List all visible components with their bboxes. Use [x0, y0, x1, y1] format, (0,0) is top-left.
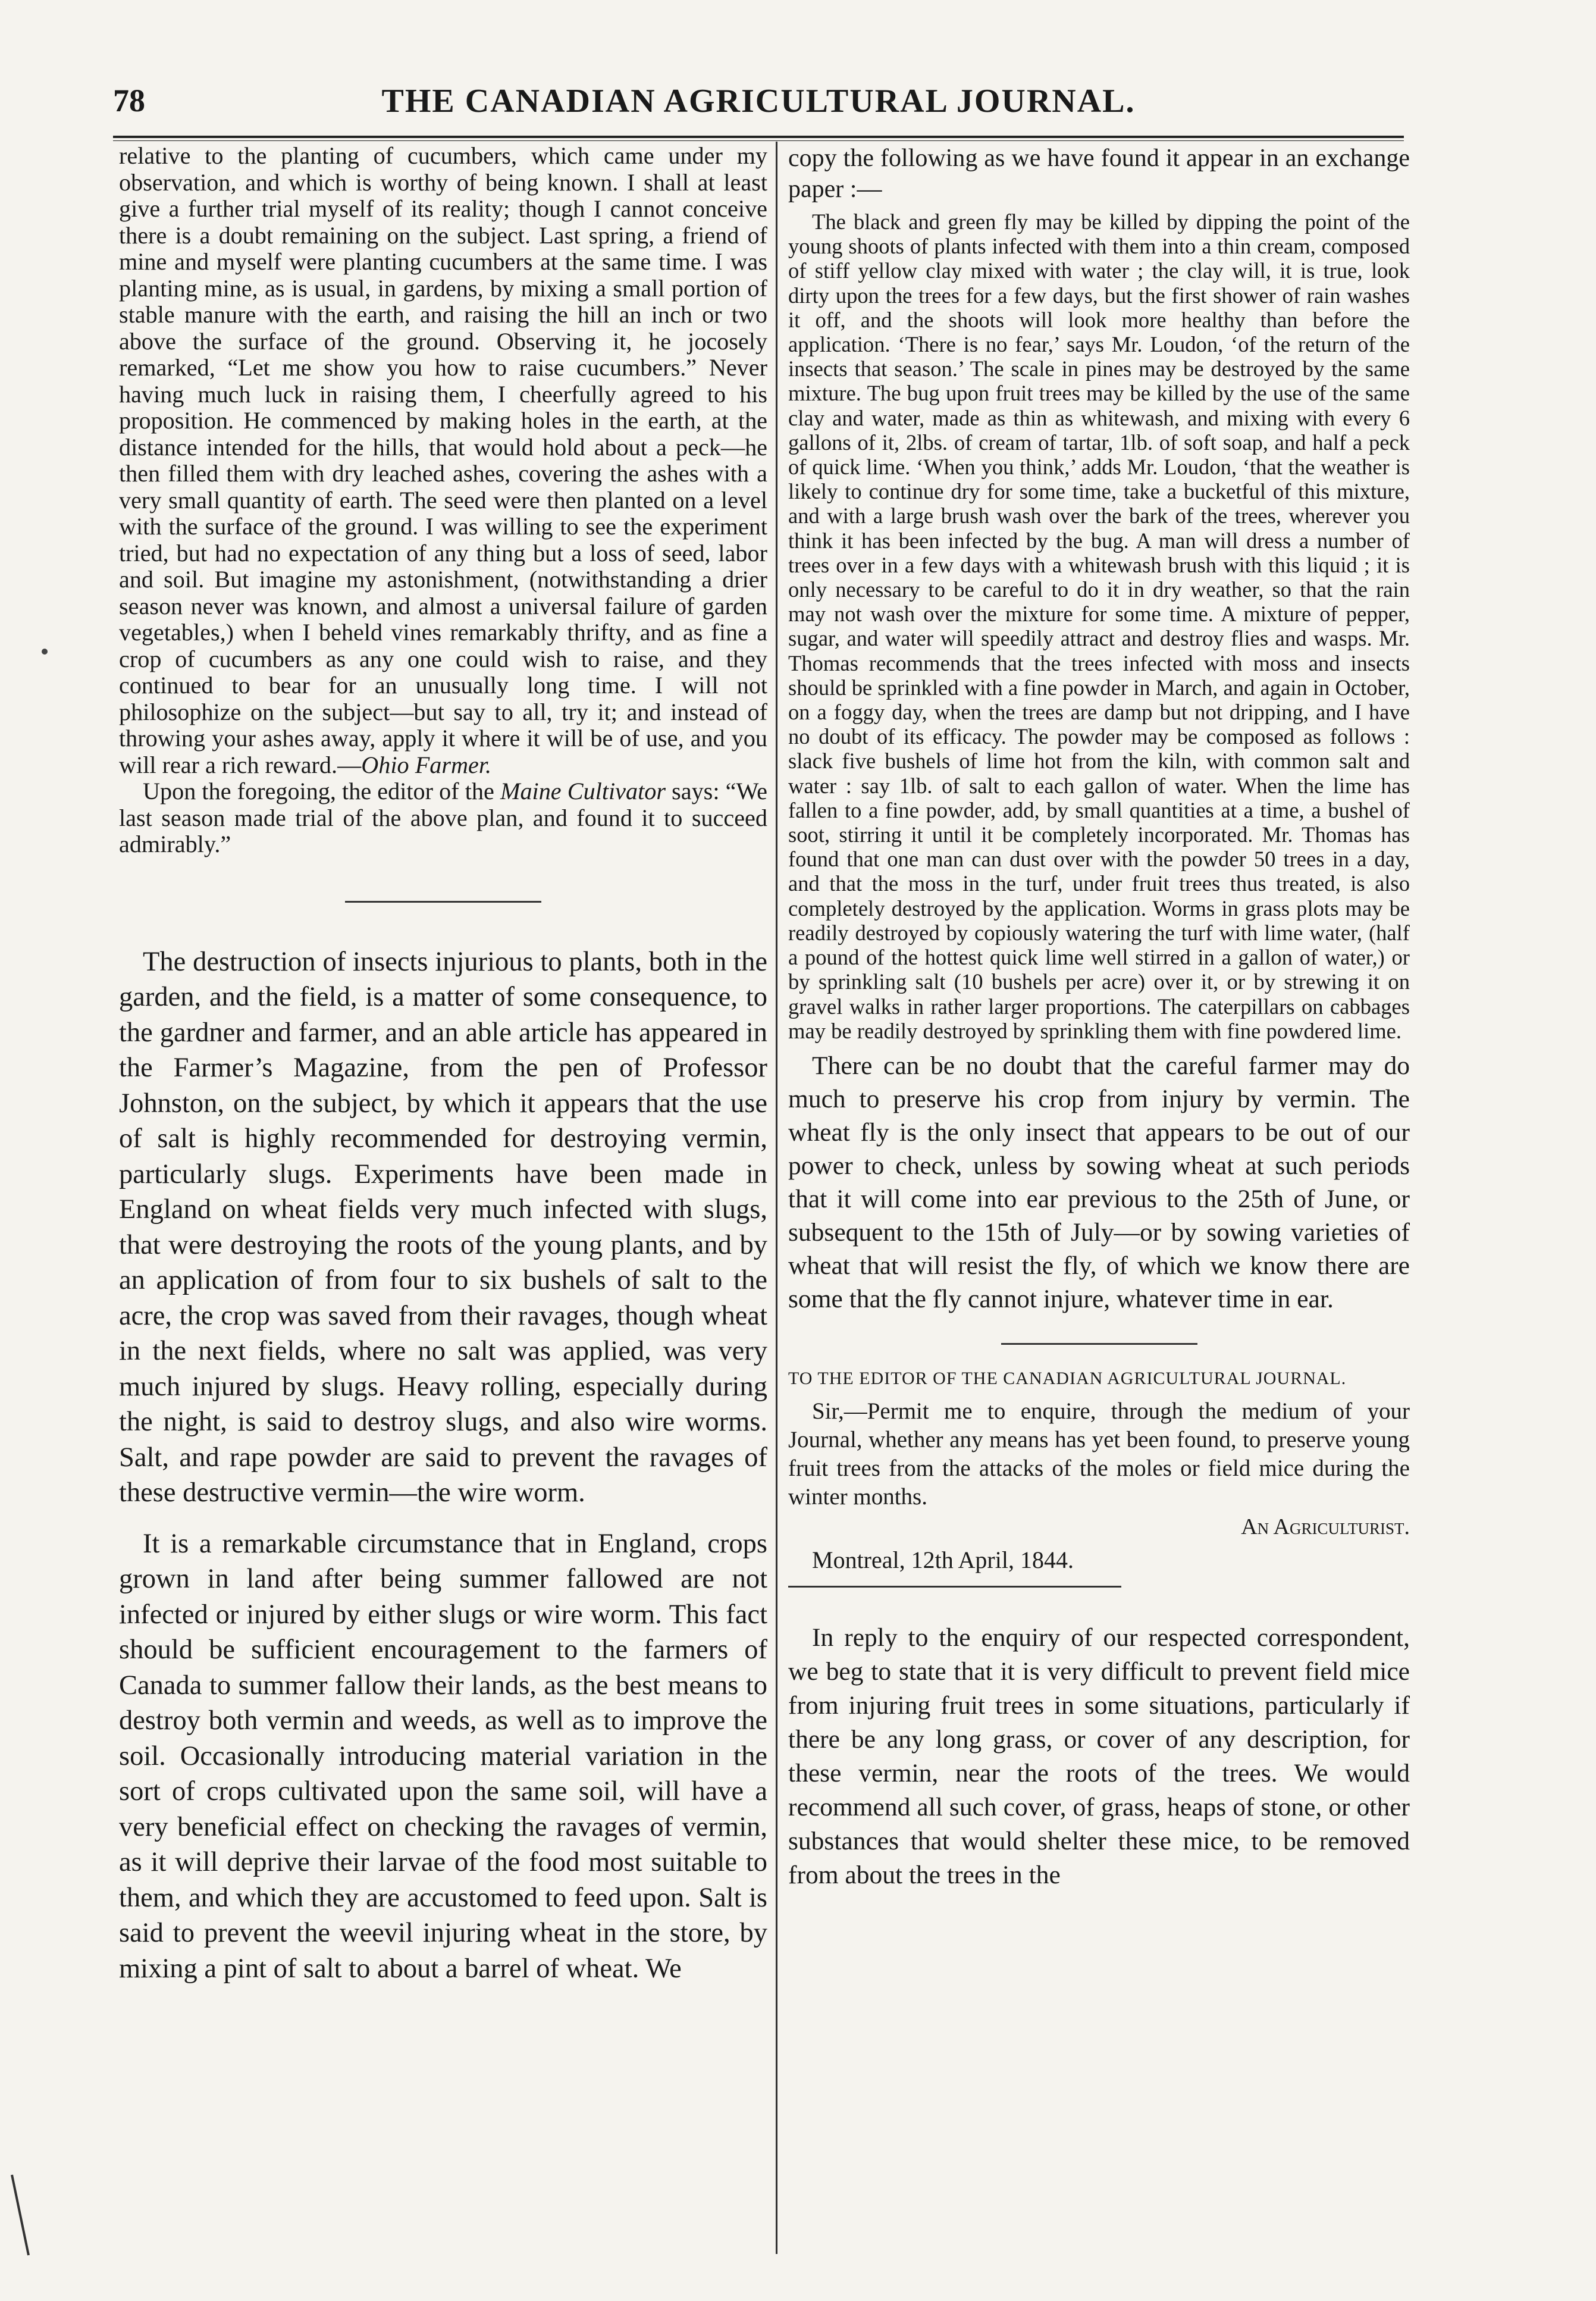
letter-heading: TO THE EDITOR OF THE CANADIAN AGRICULTURAL JOURNAL.	[788, 1368, 1347, 1388]
journal-title: THE CANADIAN AGRICULTURAL JOURNAL.	[381, 83, 1136, 120]
fly-remedy-paragraph: The black and green fly may be killed by dipping the point of the young shoots of plants infected with them into a thin cream, composed of stiff yellow clay mixed with water ; the clay will, it is true, look dirty upon the trees for a few days, but the first shower of rain washes it off, and the shoots will look more healthy than before the application. ‘There is no fear,’ says Mr. Loudon, ‘of the return of the insects that season.’ The scale in pines may be destroyed by the same mixture. The bug upon fruit trees may be killed by the use of the same clay and water, made as thin as whitewash, and mixing with every 6 gallons of it, 2lbs. of cream of tartar, 1lb. of soft soap, and half a peck of quick lime. ‘When you think,’ adds Mr. Loudon, ‘that the weather is likely to continue dry for some time, take a bucketful of this mixture, and with a large brush wash over the bark of the trees, wherever you think it has been infected by the bug. A man will dress a number of trees over in a few days with a whitewash brush with this liquid ; it is only necessary to be careful to do it in dry weather, so that the rain may not wash over the mixture for some time. A mixture of pepper, sugar, and water will speedily attract and destroy flies and wasps. Mr. Thomas recommends that the trees infected with moss and insects should be sprinkled with a fine powder in March, and again in October, on a foggy day, when the trees are damp but not dripping, and I have no doubt of its efficacy. The powder may be composed as follows : slack five bushels of lime hot from the kiln, with common salt and water : say 1lb. of salt to each gallon of water. When the lime has fallen to a fine powder, add, by small quantities at a time, a bushel of soot, stirring it until it be completely incorporated. Mr. Thomas has found that one man can dust over with the powder 50 trees in a day, and that the moss in the turf, under fruit trees thus treated, is also completely destroyed by the application. Worms in grass plots may be readily destroyed by copiously watering the turf with lime water, (half a pound of the hottest quick lime well stirred in a gallon of water,) or by sprinkling salt (10 bushels per acre) over it, or by strewing it on gravel walks in rather larger proportions. The caterpillars on cabbages may be readily destroyed by sprinkling them with fine powdered lime.	[788, 209, 1410, 1043]
insects-paragraph: The destruction of insects injurious to plants, both in the garden, and the field, is a matter of some consequence, to the gardner and farmer, and an able article has appeared in the Farmer’s Magazine, from the pen of Professor Johnston, on the subject, by which it appears that the use of salt is highly recommended for destroying vermin, particularly slugs. Experiments have been made in England on wheat fields very much infected with slugs, that were destroying the roots of the young plants, and by an application of from four to six bushels of salt to the acre, the crop was saved from their ravages, though wheat in the next fields, where no salt was applied, was very much injured by slugs. Heavy rolling, especially during the night, is said to destroy slugs, and also wire worms. Salt, and rape powder are said to prevent the ravages of these destructive vermin—the wire worm.	[119, 946, 767, 1508]
letter-dateline: Montreal, 12th April, 1844.	[812, 1546, 1074, 1573]
letter-body: Sir,—Permit me to enquire, through the medium of your Journal, whether any means has yet been found, to preserve young fruit trees from the attacks of the moles or field mice during the winter months.	[788, 1398, 1410, 1510]
margin-dot	[42, 649, 48, 655]
letter-signature: An Agriculturist.	[1241, 1514, 1410, 1539]
wheat-fly-paragraph: There can be no doubt that the careful farmer may do much to preserve his crop from injury by vermin. The wheat fly is the only insect that appears to be out of our power to check, unless by sowing wheat at such periods that it will come into ear previous to the 25th of June, or subsequent to the 15th of July—or by sowing varieties of wheat that will resist the fly, of which we know there are some that the fly cannot injure, whatever time in ear.	[788, 1051, 1410, 1313]
editor-remark-source: Maine Cultivator	[500, 778, 666, 804]
editor-remark-start: Upon the foregoing, the editor of the	[143, 778, 500, 804]
cucumber-source: Ohio Farmer.	[361, 751, 492, 778]
editor-remark-end: says: “We last season made trial of the above plan, and found it to succeed admirably.”	[119, 778, 767, 857]
margin-stroke	[12, 2175, 29, 2255]
fallow-paragraph: It is a remarkable circumstance that in England, crops grown in land after being summer fallowed are not infected or injured by either slugs or wire worm. This fact should be sufficient encouragement to the farmers of Canada to summer fallow their lands, as the best means to destroy both vermin and weeds, as well as to improve the soil. Occasionally introducing material variation in the sort of crops cultivated upon the same soil, will have a very beneficial effect on checking the ravages of vermin, as it will deprive their larvae of the food most suitable to them, and which they are accustomed to feed upon. Salt is said to prevent the weevil injuring wheat in the store, by mixing a pint of salt to about a barrel of wheat. We	[119, 1528, 767, 1984]
reply-paragraph: In reply to the enquiry of our respected correspondent, we beg to state that it is very difficult to prevent field mice from injuring fruit trees in some situations, particularly if there be any long grass, or cover of any description, for these vermin, near the roots of the trees. We would recommend all such cover, of grass, heaps of stone, or other substances that would shelter these mice, to be removed from about the trees in the	[788, 1623, 1410, 1889]
copy-intro-paragraph: copy the following as we have found it appear in an exchange paper :—	[788, 145, 1410, 203]
cucumber-text: relative to the planting of cucumbers, which came under my observation, and which is worthy of being known. I shall at least give a further trial myself of its reality; though I cannot conceive there is a doubt remaining on the subject. Last spring, a friend of mine and myself were planting cucumbers at the same time. I was planting mine, as is usual, in gardens, by mixing a small portion of stable manure with the earth, and raising the hill an inch or two above the surface of the ground. Observing it, he jocosely remarked, “Let me show you how to raise cucumbers.” Never having much luck in raising them, I cheerfully agreed to his proposition. He commenced by making holes in the earth, at the distance intended for the hills, that would hold about a peck—he then filled them with dry leached ashes, covering the ashes with a very small quantity of earth. The seed were then planted on a level with the surface of the ground. I was willing to see the experiment tried, but had no expectation of any thing but a loss of seed, labor and soil. But imagine my astonishment, (notwithstanding a drier season never was known, and almost a universal failure of garden vegetables,) when I beheld vines remarkably thrifty, and as fine a crop of cucumbers as any one could wish to raise, and they continued to bear for an unusually long time. I will not philosophize on the subject—but say to all, try it; and instead of throwing your ashes away, apply it where it will be of use, and you will rear a rich reward.—	[119, 142, 767, 778]
page-number: 78	[113, 83, 145, 118]
